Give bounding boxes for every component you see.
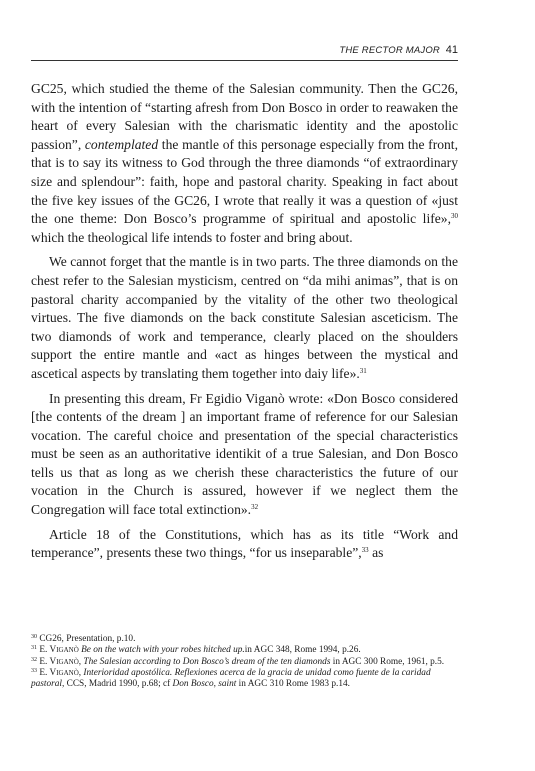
footnote-30: $^{30}$ CG26, Presentation, p.10. <box>31 634 136 644</box>
footnote-31: $^{31}$ E. Viganò Be on the watch with your robes hitched up.in AGC 348, Rome 1994, p.26. <box>31 645 361 656</box>
paragraph-2 <box>31 253 458 383</box>
footnote-ref-32: 32 <box>251 503 259 512</box>
para2-text: We cannot forget that the mantle is in two parts. The three diamonds on the chest refer to the Salesian mysticism, centred on “da mihi animas”, that is on pastoral charity accompanied by the vitality of the other two theological virtues. The five diamonds on the back constitute Salesian asceticism. The two diamonds of work and temperance, clearly placed on the shoulders support the entire mantle and «act as hinges between the mystical and ascetical aspects by translating them together into daiy life». <box>31 254 458 381</box>
para1-emphasis: contemplated <box>84 136 159 152</box>
paragraph-1 <box>31 80 458 247</box>
running-title: THE RECTOR MAJOR <box>339 45 440 56</box>
para4-text-b: as <box>368 545 384 561</box>
footnotes <box>31 634 458 690</box>
para1-text-b: the mantle of this personage especially from the front, that is to say its witness to God through the three diamonds “of extraordinary size and splendour”: faith, hope and pastoral charity. Speaking in fact about the five key issues of the GC26, I wrote that really it was a question of «just the one theme: Don Bosco’s programme of spiritual and apostolic life», <box>31 136 458 227</box>
para1-text-c: which the theological life intends to foster and bring about. <box>31 229 353 245</box>
footnote-ref-31: 31 <box>359 366 367 375</box>
footnote-32: $^{32}$ E. Viganò, The Salesian according to Don Bosco’s dream of the ten diamonds in AGC 300 Rome, 1961, p.5. <box>31 656 445 667</box>
footnote-ref-33: 33 <box>361 546 369 555</box>
footnote-ref-30: 30 <box>451 212 458 221</box>
paragraph-4 <box>31 526 458 563</box>
page-number: 41 <box>445 44 458 56</box>
paragraph-3 <box>31 390 458 520</box>
para4-text-a: Article 18 of the Constitutions, which has as its title “Work and temperance”, presents these two things, “for us inseparable”, <box>31 526 458 561</box>
running-header <box>31 44 458 61</box>
para3-text: In presenting this dream, Fr Egidio Viganò wrote: «Don Bosco considered [the contents of the dream ] an important frame of reference for our Salesian vocation. The careful choice and presentation of the special characteristics must be seen as an authoritative identikit of a true Salesian, and Don Bosco tells us that as long as we cherish these characteristics the future of our vocation in the Church is assured, however if we neglect them the Congregation will face total extinction». <box>31 390 458 518</box>
body-text <box>31 80 458 569</box>
para1-text-a: GC25, which studied the theme of the Salesian community. Then the GC26, with the intention of “starting afresh from Don Bosco in order to reawaken the heart of every Salesian with the charismatic identity and the apostolic passion”, <box>31 81 458 152</box>
footnote-33: $^{33}$ E. Viganò, Interioridad apostólica. Reflexiones acerca de la gracia de unidad como fuente de la caridad pastoral, CCS, Madrid 1990, p.68; cf Don Bosco, saint in AGC 310 Rome 1983 p.14. <box>31 667 431 690</box>
